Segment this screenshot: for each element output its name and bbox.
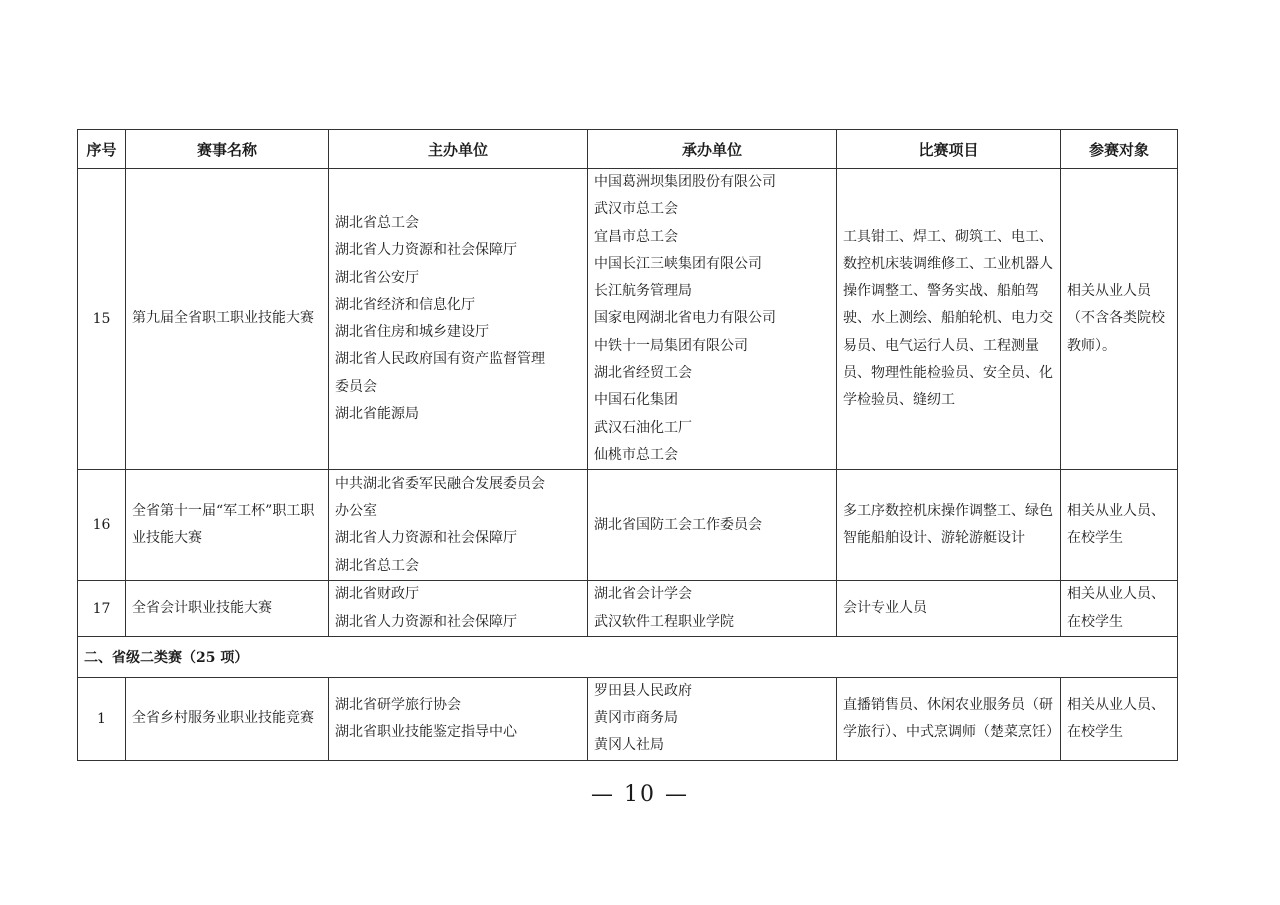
organizer-unit: 中国长江三峡集团有限公司 [594, 255, 762, 272]
organizer-unit: 中铁十一局集团有限公司 [594, 337, 748, 354]
header-cell: 比赛项目 [837, 130, 1061, 169]
organizer-unit: 黄冈市商务局 [594, 710, 678, 727]
competition-events: 直播销售员、休闲农业服务员（研学旅行）、中式烹调师（楚菜烹饪） [837, 677, 1061, 760]
organizer-units [588, 581, 837, 637]
host-units [329, 470, 588, 581]
organizer-unit: 仙桃市总工会 [594, 446, 678, 463]
host-unit: 湖北省职业技能鉴定指导中心 [335, 723, 517, 740]
host-unit: 中共湖北省委军民融合发展委员会 [335, 475, 545, 492]
organizer-unit: 湖北省国防工会工作委员会 [594, 516, 762, 533]
event-name: 第九届全省职工职业技能大赛 [126, 169, 329, 470]
organizer-unit: 湖北省经贸工会 [594, 365, 692, 382]
host-unit: 委员会 [335, 378, 377, 395]
organizer-unit: 宜昌市总工会 [594, 228, 678, 245]
header-cell: 承办单位 [588, 130, 837, 169]
header-cell: 赛事名称 [126, 130, 329, 169]
organizer-unit: 武汉市总工会 [594, 201, 678, 218]
organizer-unit: 湖北省会计学会 [594, 586, 692, 603]
row-number: 16 [78, 470, 126, 581]
organizer-unit: 长江航务管理局 [594, 283, 692, 300]
organizer-unit: 黄冈人社局 [594, 737, 664, 754]
participants: 相关从业人员、在校学生 [1061, 581, 1178, 637]
participants: 相关从业人员、在校学生 [1061, 677, 1178, 760]
table-row [78, 470, 1178, 581]
competition-events: 工具钳工、焊工、砌筑工、电工、数控机床装调维修工、工业机器人操作调整工、警务实战、船舶驾驶、水上测绘、船舶轮机、电力交易员、电气运行人员、工程测量员、物理性能检验员、安全员、化学检验员、缝纫工 [837, 169, 1061, 470]
organizer-unit: 罗田县人民政府 [594, 682, 692, 699]
host-unit: 湖北省总工会 [335, 557, 419, 574]
participants: 相关从业人员（不含各类院校教师）。 [1061, 169, 1178, 470]
competition-table [77, 129, 1178, 761]
header-cell: 主办单位 [329, 130, 588, 169]
host-unit: 湖北省能源局 [335, 406, 419, 423]
host-units [329, 677, 588, 760]
host-unit: 湖北省人力资源和社会保障厅 [335, 242, 517, 259]
host-unit: 湖北省总工会 [335, 214, 419, 231]
host-unit: 湖北省财政厅 [335, 586, 419, 603]
competition-events: 多工序数控机床操作调整工、绿色智能船舶设计、游轮游艇设计 [837, 470, 1061, 581]
row-number: 17 [78, 581, 126, 637]
host-unit: 湖北省公安厅 [335, 269, 419, 286]
organizer-unit: 国家电网湖北省电力有限公司 [594, 310, 776, 327]
organizer-unit: 中国葛洲坝集团股份有限公司 [594, 174, 776, 190]
header-cell: 参赛对象 [1061, 130, 1178, 169]
page-number: — 10 — [591, 782, 689, 807]
organizer-units [588, 677, 837, 760]
host-unit: 湖北省人民政府国有资产监督管理 [335, 351, 545, 368]
organizer-units [588, 470, 837, 581]
table-row [78, 169, 1178, 470]
header-row [78, 130, 1178, 169]
organizer-units [588, 169, 837, 470]
organizer-unit: 武汉软件工程职业学院 [594, 613, 734, 630]
organizer-unit: 中国石化集团 [594, 392, 678, 409]
host-units [329, 581, 588, 637]
host-unit: 湖北省人力资源和社会保障厅 [335, 613, 517, 630]
event-name: 全省会计职业技能大赛 [126, 581, 329, 637]
host-unit: 湖北省经济和信息化厅 [335, 296, 475, 313]
row-number: 1 [78, 677, 126, 760]
host-unit: 湖北省研学旅行协会 [335, 696, 461, 713]
participants: 相关从业人员、在校学生 [1061, 470, 1178, 581]
header-cell: 序号 [78, 130, 126, 169]
section-heading: 二、省级二类赛（25 项） [78, 636, 1178, 677]
table-row [78, 677, 1178, 760]
host-unit: 湖北省人力资源和社会保障厅 [335, 530, 517, 547]
host-units [329, 169, 588, 470]
event-name: 全省乡村服务业职业技能竞赛 [126, 677, 329, 760]
row-number: 15 [78, 169, 126, 470]
host-unit: 办公室 [335, 502, 377, 519]
section-row [78, 636, 1178, 677]
competition-events: 会计专业人员 [837, 581, 1061, 637]
host-unit: 湖北省住房和城乡建设厅 [335, 324, 489, 341]
organizer-unit: 武汉石油化工厂 [594, 419, 692, 436]
event-name: 全省第十一届“军工杯”职工职业技能大赛 [126, 470, 329, 581]
table-row [78, 581, 1178, 637]
